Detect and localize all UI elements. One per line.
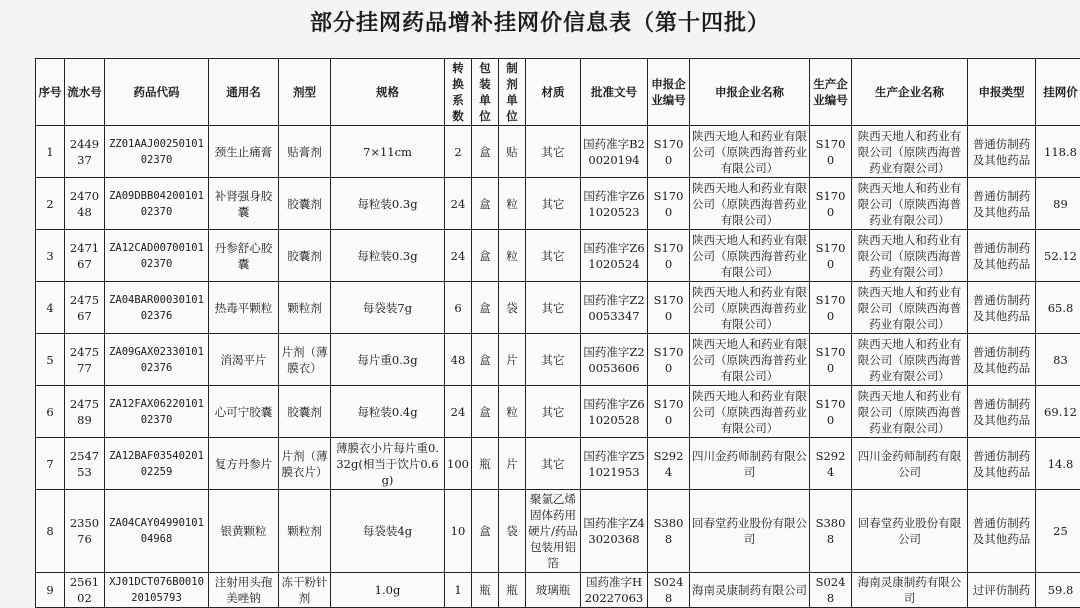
cell-no: 2 xyxy=(36,178,65,230)
cell-material: 玻璃瓶 xyxy=(526,573,581,608)
cell-factor: 2 xyxy=(445,126,472,178)
cell-serial: 247589 xyxy=(65,386,105,438)
cell-pack: 盒 xyxy=(472,334,499,386)
cell-price: 52.12 xyxy=(1036,230,1080,282)
cell-app-name: 回春堂药业股份有限公司 xyxy=(690,490,810,573)
cell-mfr-name: 海南灵康制药有限公司 xyxy=(852,573,968,608)
cell-app-id: S2924 xyxy=(648,438,690,490)
page-title: 部分挂网药品增补挂网价信息表（第十四批） xyxy=(0,6,1080,37)
cell-spec: 7×11cm xyxy=(331,126,445,178)
cell-serial: 247577 xyxy=(65,334,105,386)
table-row xyxy=(36,386,1080,438)
cell-no: 6 xyxy=(36,386,65,438)
cell-unit: 粒 xyxy=(499,386,526,438)
cell-name: 银黄颗粒 xyxy=(209,490,279,573)
cell-serial: 244937 xyxy=(65,126,105,178)
cell-form: 胶囊剂 xyxy=(279,230,331,282)
cell-code: ZA04CAY0499010104968 xyxy=(105,490,209,573)
cell-unit: 粒 xyxy=(499,230,526,282)
cell-spec: 每袋装7g xyxy=(331,282,445,334)
cell-serial: 256102 xyxy=(65,573,105,608)
header-cell: 包装单位 xyxy=(472,59,499,126)
cell-app-id: S1700 xyxy=(648,334,690,386)
cell-approval: 国药准字Z51021953 xyxy=(581,438,648,490)
cell-unit: 片 xyxy=(499,334,526,386)
cell-price: 59.8 xyxy=(1036,573,1080,608)
cell-app-name: 海南灵康制药有限公司 xyxy=(690,573,810,608)
cell-unit: 袋 xyxy=(499,282,526,334)
cell-type: 普通仿制药及其他药品 xyxy=(968,438,1036,490)
header-cell: 申报类型 xyxy=(968,59,1036,126)
cell-pack: 盒 xyxy=(472,178,499,230)
cell-approval: 国药准字Z20053606 xyxy=(581,334,648,386)
cell-pack: 盒 xyxy=(472,230,499,282)
header-cell: 材质 xyxy=(526,59,581,126)
header-cell: 转换系数 xyxy=(445,59,472,126)
cell-form: 片剂（薄膜衣） xyxy=(279,334,331,386)
cell-factor: 24 xyxy=(445,386,472,438)
cell-approval: 国药准字B20020194 xyxy=(581,126,648,178)
cell-form: 胶囊剂 xyxy=(279,386,331,438)
cell-mfr-id: S1700 xyxy=(810,126,852,178)
cell-unit: 贴 xyxy=(499,126,526,178)
cell-factor: 10 xyxy=(445,490,472,573)
cell-type: 普通仿制药及其他药品 xyxy=(968,334,1036,386)
cell-form: 颗粒剂 xyxy=(279,490,331,573)
header-cell: 通用名 xyxy=(209,59,279,126)
table-row xyxy=(36,230,1080,282)
cell-pack: 瓶 xyxy=(472,573,499,608)
cell-material: 其它 xyxy=(526,230,581,282)
cell-app-name: 陕西天地人和药业有限公司（原陕西海普药业有限公司） xyxy=(690,178,810,230)
cell-mfr-id: S1700 xyxy=(810,230,852,282)
cell-mfr-name: 陕西天地人和药业有限公司（原陕西海普药业有限公司） xyxy=(852,126,968,178)
cell-pack: 盒 xyxy=(472,386,499,438)
header-cell: 序号 xyxy=(36,59,65,126)
cell-price: 14.8 xyxy=(1036,438,1080,490)
cell-app-name: 陕西天地人和药业有限公司（原陕西海普药业有限公司） xyxy=(690,126,810,178)
cell-no: 1 xyxy=(36,126,65,178)
cell-name: 颈生止痛膏 xyxy=(209,126,279,178)
cell-form: 片剂（薄膜衣片） xyxy=(279,438,331,490)
cell-price: 118.8 xyxy=(1036,126,1080,178)
cell-mfr-id: S1700 xyxy=(810,282,852,334)
cell-price: 83 xyxy=(1036,334,1080,386)
table-row xyxy=(36,178,1080,230)
cell-approval: 国药准字H20227063 xyxy=(581,573,648,608)
cell-factor: 1 xyxy=(445,573,472,608)
cell-form: 贴膏剂 xyxy=(279,126,331,178)
cell-material: 其它 xyxy=(526,386,581,438)
cell-unit: 粒 xyxy=(499,178,526,230)
cell-approval: 国药准字Z43020368 xyxy=(581,490,648,573)
cell-material: 其它 xyxy=(526,438,581,490)
cell-form: 冻干粉针剂 xyxy=(279,573,331,608)
cell-material: 其它 xyxy=(526,334,581,386)
header-cell: 药品代码 xyxy=(105,59,209,126)
cell-price: 69.12 xyxy=(1036,386,1080,438)
cell-app-id: S0248 xyxy=(648,573,690,608)
drug-price-table xyxy=(35,58,1080,608)
cell-name: 丹参舒心胶囊 xyxy=(209,230,279,282)
cell-app-name: 四川金药师制药有限公司 xyxy=(690,438,810,490)
cell-mfr-id: S0248 xyxy=(810,573,852,608)
cell-app-id: S1700 xyxy=(648,282,690,334)
cell-code: ZA09GAX0233010102376 xyxy=(105,334,209,386)
cell-app-id: S3808 xyxy=(648,490,690,573)
cell-pack: 盒 xyxy=(472,126,499,178)
cell-name: 补肾强身胶囊 xyxy=(209,178,279,230)
cell-type: 普通仿制药及其他药品 xyxy=(968,126,1036,178)
cell-mfr-name: 陕西天地人和药业有限公司（原陕西海普药业有限公司） xyxy=(852,282,968,334)
cell-name: 热毒平颗粒 xyxy=(209,282,279,334)
header-row xyxy=(36,59,1080,126)
cell-approval: 国药准字Z61020524 xyxy=(581,230,648,282)
header-cell: 生产企业编号 xyxy=(810,59,852,126)
cell-pack: 瓶 xyxy=(472,438,499,490)
cell-app-name: 陕西天地人和药业有限公司（原陕西海普药业有限公司） xyxy=(690,230,810,282)
cell-type: 普通仿制药及其他药品 xyxy=(968,230,1036,282)
cell-material: 其它 xyxy=(526,126,581,178)
cell-type: 普通仿制药及其他药品 xyxy=(968,386,1036,438)
cell-material: 其它 xyxy=(526,282,581,334)
cell-app-name: 陕西天地人和药业有限公司（原陕西海普药业有限公司） xyxy=(690,282,810,334)
cell-code: XJ01DCT076B001020105793 xyxy=(105,573,209,608)
header-cell: 流水号 xyxy=(65,59,105,126)
cell-factor: 100 xyxy=(445,438,472,490)
cell-code: ZZ01AAJ0025010102370 xyxy=(105,126,209,178)
cell-material: 其它 xyxy=(526,178,581,230)
header-cell: 制剂单位 xyxy=(499,59,526,126)
cell-app-name: 陕西天地人和药业有限公司（原陕西海普药业有限公司） xyxy=(690,334,810,386)
cell-mfr-name: 陕西天地人和药业有限公司（原陕西海普药业有限公司） xyxy=(852,230,968,282)
cell-mfr-id: S1700 xyxy=(810,386,852,438)
cell-name: 消渴平片 xyxy=(209,334,279,386)
cell-serial: 247167 xyxy=(65,230,105,282)
cell-code: ZA12FAX0622010102370 xyxy=(105,386,209,438)
cell-mfr-id: S1700 xyxy=(810,178,852,230)
cell-mfr-name: 陕西天地人和药业有限公司（原陕西海普药业有限公司） xyxy=(852,334,968,386)
header-cell: 申报企业编号 xyxy=(648,59,690,126)
cell-price: 65.8 xyxy=(1036,282,1080,334)
cell-form: 颗粒剂 xyxy=(279,282,331,334)
cell-no: 3 xyxy=(36,230,65,282)
cell-no: 7 xyxy=(36,438,65,490)
cell-price: 89 xyxy=(1036,178,1080,230)
cell-pack: 盒 xyxy=(472,282,499,334)
cell-spec: 1.0g xyxy=(331,573,445,608)
header-cell: 挂网价 xyxy=(1036,59,1080,126)
cell-spec: 每粒装0.4g xyxy=(331,386,445,438)
header-cell: 剂型 xyxy=(279,59,331,126)
cell-serial: 247567 xyxy=(65,282,105,334)
cell-app-id: S1700 xyxy=(648,126,690,178)
cell-type: 普通仿制药及其他药品 xyxy=(968,282,1036,334)
cell-app-id: S1700 xyxy=(648,386,690,438)
cell-type: 普通仿制药及其他药品 xyxy=(968,490,1036,573)
cell-name: 复方丹参片 xyxy=(209,438,279,490)
cell-factor: 24 xyxy=(445,230,472,282)
cell-type: 普通仿制药及其他药品 xyxy=(968,178,1036,230)
cell-approval: 国药准字Z61020523 xyxy=(581,178,648,230)
table-row xyxy=(36,126,1080,178)
cell-unit: 瓶 xyxy=(499,573,526,608)
cell-approval: 国药准字Z20053347 xyxy=(581,282,648,334)
table-row xyxy=(36,490,1080,573)
header-cell: 申报企业名称 xyxy=(690,59,810,126)
cell-spec: 每袋装4g xyxy=(331,490,445,573)
cell-factor: 48 xyxy=(445,334,472,386)
table-row xyxy=(36,438,1080,490)
cell-spec: 每粒装0.3g xyxy=(331,230,445,282)
cell-name: 心可宁胶囊 xyxy=(209,386,279,438)
cell-spec: 薄膜衣小片每片重0.32g(相当于饮片0.6g) xyxy=(331,438,445,490)
cell-serial: 235076 xyxy=(65,490,105,573)
header-cell: 批准文号 xyxy=(581,59,648,126)
cell-mfr-id: S1700 xyxy=(810,334,852,386)
table-row xyxy=(36,573,1080,608)
cell-price: 25 xyxy=(1036,490,1080,573)
header-cell: 规格 xyxy=(331,59,445,126)
cell-app-id: S1700 xyxy=(648,230,690,282)
cell-mfr-name: 回春堂药业股份有限公司 xyxy=(852,490,968,573)
cell-no: 8 xyxy=(36,490,65,573)
cell-approval: 国药准字Z61020528 xyxy=(581,386,648,438)
cell-code: ZA04BAR0003010102376 xyxy=(105,282,209,334)
cell-pack: 盒 xyxy=(472,490,499,573)
cell-mfr-id: S3808 xyxy=(810,490,852,573)
cell-name: 注射用头孢美唑钠 xyxy=(209,573,279,608)
cell-mfr-name: 陕西天地人和药业有限公司（原陕西海普药业有限公司） xyxy=(852,386,968,438)
header-cell: 生产企业名称 xyxy=(852,59,968,126)
cell-serial: 247048 xyxy=(65,178,105,230)
cell-app-name: 陕西天地人和药业有限公司（原陕西海普药业有限公司） xyxy=(690,386,810,438)
cell-mfr-name: 陕西天地人和药业有限公司（原陕西海普药业有限公司） xyxy=(852,178,968,230)
cell-form: 胶囊剂 xyxy=(279,178,331,230)
cell-type: 过评仿制药 xyxy=(968,573,1036,608)
cell-app-id: S1700 xyxy=(648,178,690,230)
cell-code: ZA12BAF0354020102259 xyxy=(105,438,209,490)
cell-mfr-name: 四川金药师制药有限公司 xyxy=(852,438,968,490)
cell-material: 聚氯乙烯固体药用硬片/药品包装用铝箔 xyxy=(526,490,581,573)
cell-factor: 6 xyxy=(445,282,472,334)
table-row xyxy=(36,334,1080,386)
cell-no: 4 xyxy=(36,282,65,334)
cell-code: ZA12CAD0070010102370 xyxy=(105,230,209,282)
cell-mfr-id: S2924 xyxy=(810,438,852,490)
cell-no: 9 xyxy=(36,573,65,608)
cell-spec: 每片重0.3g xyxy=(331,334,445,386)
cell-unit: 袋 xyxy=(499,490,526,573)
cell-spec: 每粒装0.3g xyxy=(331,178,445,230)
cell-code: ZA09DBB0420010102370 xyxy=(105,178,209,230)
cell-unit: 片 xyxy=(499,438,526,490)
cell-serial: 254753 xyxy=(65,438,105,490)
table-row xyxy=(36,282,1080,334)
cell-factor: 24 xyxy=(445,178,472,230)
cell-no: 5 xyxy=(36,334,65,386)
